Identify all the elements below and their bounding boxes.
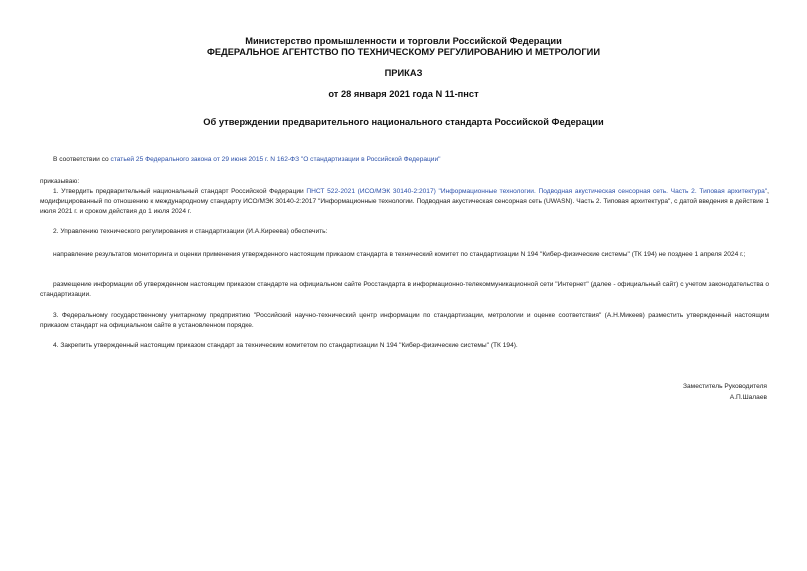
item-1-suffix: , модифицированный по отношению к международному стандарту ИСО/МЭК 30140-2:2017 "Информационные технологии. Подводная акустическая сенсорная сеть (UWASN). Часть 2. Типовая архитектура", с датой введения в действие 1 июля 2021 г. и сроком действия до 1 июля 2024 г. bbox=[40, 188, 769, 215]
law-article-link[interactable]: статьей 25 Федерального закона от 29 июня 2015 г. N 162-ФЗ "О стандартизации в Российской Федерации" bbox=[110, 156, 441, 163]
document-date-number: от 28 января 2021 года N 11-пнст bbox=[328, 89, 479, 99]
item-4: 4. Закрепить утвержденный настоящим приказом стандарт за техническим комитетом по стандартизации N 194 "Кибер-физические системы" (ТК 194). bbox=[53, 342, 518, 349]
order-word: приказываю: bbox=[40, 178, 80, 185]
item-2b: размещение информации об утвержденном настоящим приказом стандарте на официальном сайте Росстандарта в информационно-телекоммуникационной сети "Интернет" (далее - официальный сайт) с учетом законодательства о стандартизации. bbox=[40, 281, 769, 298]
document-type: ПРИКАЗ bbox=[384, 68, 423, 78]
item-2a: направление результатов мониторинга и оценки применения утвержденного настоящим приказом стандарта в технический комитет по стандартизации N 194 "Кибер-физические системы" (ТК 194) не позднее 1 апреля 2024 г.; bbox=[53, 251, 746, 258]
ministry-name: Министерство промышленности и торговли Российской Федерации bbox=[245, 36, 562, 46]
document-title: Об утверждении предварительного национального стандарта Российской Федерации bbox=[203, 117, 604, 127]
signatory-position: Заместитель Руководителя bbox=[683, 383, 767, 390]
preamble bbox=[40, 155, 769, 165]
signatory-name: А.П.Шалаев bbox=[729, 394, 767, 401]
item-1 bbox=[40, 187, 769, 217]
preamble-prefix: В соответствии со bbox=[53, 156, 111, 163]
standard-link[interactable]: ПНСТ 522-2021 (ИСО/МЭК 30140-2:2017) "Информационные технологии. Подводная акустическая сенсорная сеть. Часть 2. Типовая архитектура" bbox=[306, 188, 768, 195]
item-1-prefix: 1. Утвердить предварительный национальный стандарт Российской Федерации bbox=[53, 188, 307, 195]
item-2: 2. Управлению технического регулирования и стандартизации (И.А.Киреева) обеспечить: bbox=[53, 228, 328, 235]
agency-name: ФЕДЕРАЛЬНОЕ АГЕНТСТВО ПО ТЕХНИЧЕСКОМУ РЕГУЛИРОВАНИЮ И МЕТРОЛОГИИ bbox=[206, 47, 601, 57]
item-3: 3. Федеральному государственному унитарному предприятию "Российский научно-технический центр информации по стандартизации, метрологии и оценке соответствия" (А.Н.Микеев) разместить утвержденный настоящим приказом стандарт на официальном сайте в установленном порядке. bbox=[40, 312, 769, 329]
